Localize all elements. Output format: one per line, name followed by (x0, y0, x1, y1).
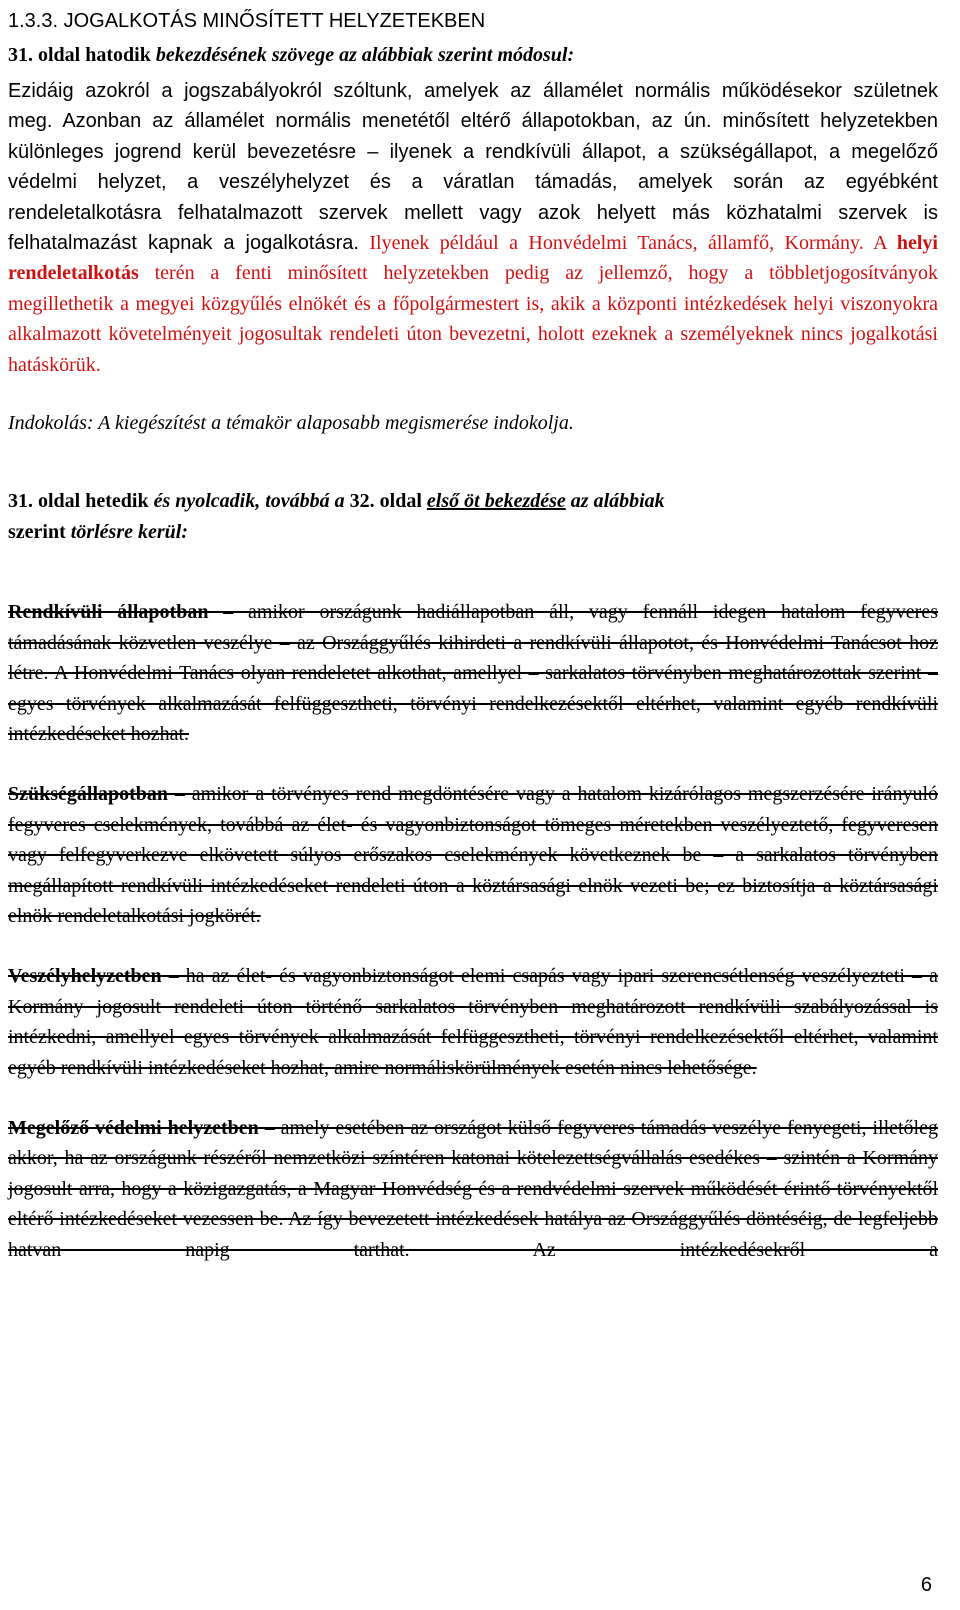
modification-instruction-2 (8, 486, 938, 547)
mod2-part-f: szerint (8, 520, 71, 543)
section-heading: 1.3.3. JOGALKOTÁS MINŐSÍTETT HELYZETEKBEN (8, 10, 486, 32)
deleted-term: Rendkívüli állapotban (8, 601, 209, 624)
paragraph-main-added-text: Ilyenek például a Honvédelmi Tanács, államfő, Kormány. A (358, 232, 897, 255)
paragraph-main-original-text: Ezidáig azokról a jogszabályokról szóltunk, amelyek az államélet normális működésekor születnek meg. Azonban az államélet normális menetétől eltérő állapotokban, az ún. minősített helyzetekben különleges jogrend kerül bevezetésre – ilyenek a rendkívüli állapot, a szükségállapot, a megelőző védelmi helyzet, a veszélyhelyzet és a váratlan támadás, amelyek során az egyébként rendeletalkotásra felhatalmazott szervek mellett vagy azok helyett más közhatalmi szervek is felhatalmazást kapnak a jogalkotásra. (8, 80, 938, 255)
justification-note: Indokolás: A kiegészítést a témakör alaposabb megismerése indokolja. (8, 412, 574, 435)
deleted-text: – ha az élet- és vagyonbiztonságot elemi csapás vagy ipari szerencsétlenség veszélyezteti – a Kormány jogosult rendeleti úton történő sarkalatos törvényben meghatározott rendkívüli szabályozással is intézkedni, amellyel egyes törvények alkalmazását felfüggesztheti, törvényi rendelkezésektől eltérhet, valamint egyéb rendkívüli intézkedéseket hozhat, amire normáliskörülmények esetén nincs lehetősége. (8, 965, 938, 1079)
mod2-part-d: első öt bekezdése (426, 490, 566, 513)
deleted-paragraph-veszely (8, 961, 938, 1083)
deleted-term: Veszélyhelyzetben (8, 965, 162, 988)
mod2-part-b: és nyolcadik, továbbá a (153, 490, 350, 513)
mod2-part-g: törlésre kerül: (70, 520, 188, 543)
mod2-part-e: az alábbiak (565, 490, 665, 513)
mod2-part-a: 31. oldal hetedik (8, 490, 154, 513)
deleted-paragraph-megelozo (8, 1113, 938, 1265)
deleted-paragraph-rendkivuli (8, 597, 938, 749)
mod1-action: bekezdésének szövege az alábbiak szerint módosul: (155, 44, 575, 66)
deleted-paragraph-szukseg (8, 779, 938, 931)
deleted-text: – amikor a törvényes rend megdöntésére vagy a hatalom kizárólagos megszerzésére irányuló fegyveres cselekmények, továbbá az élet- és vagyonbiztonságot tömeges méretekben veszélyeztető, fegyveresen vagy felfegyverkezve elkövetett súlyos erőszakos cselekmények következnek be – a sarkalatos törvényben megállapított rendkívüli intézkedéseket rendeleti úton a köztársasági elnök vezeti be; ez biztosítja a köztársasági elnök rendeletalkotási jogkörét. (8, 783, 938, 927)
paragraph-main-added-bold: helyi rendeletalkotás (8, 232, 938, 285)
deleted-text: – amikor országunk hadiállapotban áll, vagy fennáll idegen hatalom fegyveres támadásának közvetlen veszélye – az Országgyűlés kihirdeti a rendkívüli állapotot, és Honvédelmi Tanácsot hoz létre. A Honvédelmi Tanács olyan rendeletet alkothat, amellyel – sarkalatos törvényben meghatározottak szerint – egyes törvények alkalmazását felfüggesztheti, törvényi rendelkezésektől eltérhet, valamint egyéb rendkívüli intézkedéseket hozhat. (8, 601, 938, 745)
page-number: 6 (920, 1574, 932, 1596)
mod1-location: 31. oldal hatodik (8, 44, 156, 66)
mod2-part-c: 32. oldal (349, 490, 427, 513)
deleted-term: Szükségállapotban (8, 783, 169, 806)
paragraph-main-added-text-2: terén a fenti minősített helyzetekben pedig az jellemző, hogy a többletjogosítványok megillethetik a megyei közgyűlés elnökét és a főpolgármestert is, akik a központi intézkedések helyi viszonyokra alkalmazott követelményeit jogosultak rendeleti úton bevezetni, holott ezeknek a személyeknek nincs jogalkotási hatáskörük. (8, 262, 938, 376)
modification-instruction-1 (8, 40, 938, 70)
paragraph-main (8, 76, 938, 380)
deleted-text: – amely esetében az országot külső fegyveres támadás veszélye fenyegeti, illetőleg akkor, ha az országunk részéről nemzetközi színtéren katonai kötelezettségvállalás esedékes – szintén a Kormány jogosult arra, hogy a közigazgatás, a Magyar Honvédség és a rendvédelmi szervek működését érintő törvényektől eltérő intézkedéseket vezessen be. Az így bevezetett intézkedések hatálya az Országgyűlés döntéséig, de legfeljebb hatvan napig tarthat. Az intézkedésekről a (8, 1116, 938, 1261)
document-page (8, 0, 938, 1265)
deleted-term: Megelőző védelmi helyzetben (8, 1116, 259, 1139)
